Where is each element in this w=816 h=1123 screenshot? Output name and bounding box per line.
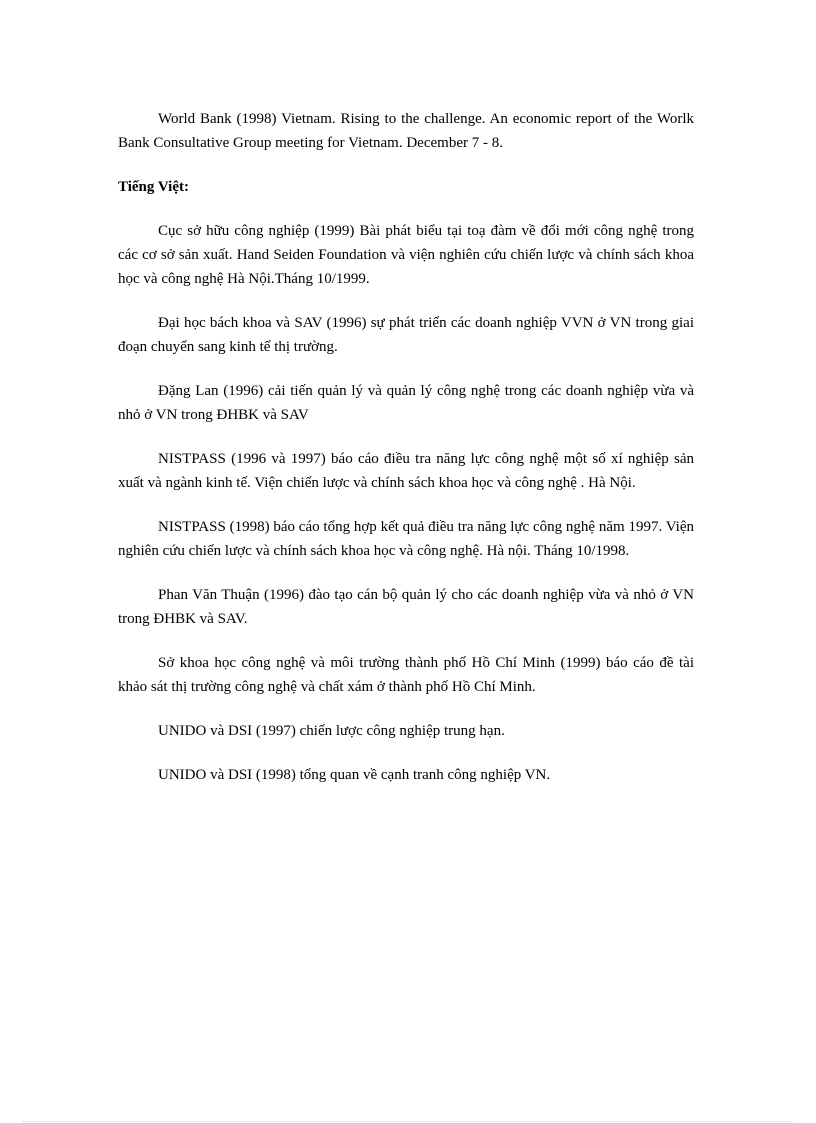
reference-item: Đặng Lan (1996) cải tiến quản lý và quản lý công nghệ trong các doanh nghiệp vừa và nhỏ ở VN trong ĐHBK và SAV	[118, 383, 694, 423]
page-bottom-divider	[22, 1121, 794, 1122]
reference-item: NISTPASS (1998) báo cáo tổng hợp kết quả điều tra năng lực công nghệ năm 1997. Viện nghiên cứu chiến lược và chính sách khoa học và công nghệ. Hà nội. Tháng 10/1998.	[118, 519, 694, 559]
reference-item: Đại học bách khoa và SAV (1996) sự phát triển các doanh nghiệp VVN ở VN trong giai đoạn chuyển sang kinh tế thị trường.	[118, 315, 694, 355]
reference-world-bank: World Bank (1998) Vietnam. Rising to the challenge. An economic report of the Worlk Bank Consultative Group meeting for Vietnam. December 7 - 8.	[118, 111, 694, 151]
document-body	[118, 107, 694, 787]
reference-item: Cục sở hữu công nghiệp (1999) Bài phát biểu tại toạ đàm về đổi mới công nghệ trong các cơ sở sản xuất. Hand Seiden Foundation và viện nghiên cứu chiến lược và chính sách khoa học và công nghệ Hà Nội.Tháng 10/1999.	[118, 223, 694, 287]
section-heading-vietnamese: Tiếng Việt:	[118, 179, 189, 195]
reference-item: Phan Văn Thuận (1996) đào tạo cán bộ quản lý cho các doanh nghiệp vừa và nhỏ ở VN trong ĐHBK và SAV.	[118, 587, 694, 627]
reference-item: UNIDO và DSI (1997) chiến lược công nghiệp trung hạn.	[158, 723, 505, 739]
reference-item: UNIDO và DSI (1998) tổng quan về cạnh tranh công nghiệp VN.	[158, 767, 551, 783]
reference-item: Sở khoa học công nghệ và môi trường thành phố Hồ Chí Minh (1999) báo cáo đề tài khảo sát thị trường công nghệ và chất xám ở thành phố Hồ Chí Minh.	[118, 655, 694, 695]
reference-item: NISTPASS (1996 và 1997) báo cáo điều tra năng lực công nghệ một số xí nghiệp sản xuất và ngành kinh tế. Viện chiến lược và chính sách khoa học và công nghệ . Hà Nội.	[118, 451, 694, 491]
